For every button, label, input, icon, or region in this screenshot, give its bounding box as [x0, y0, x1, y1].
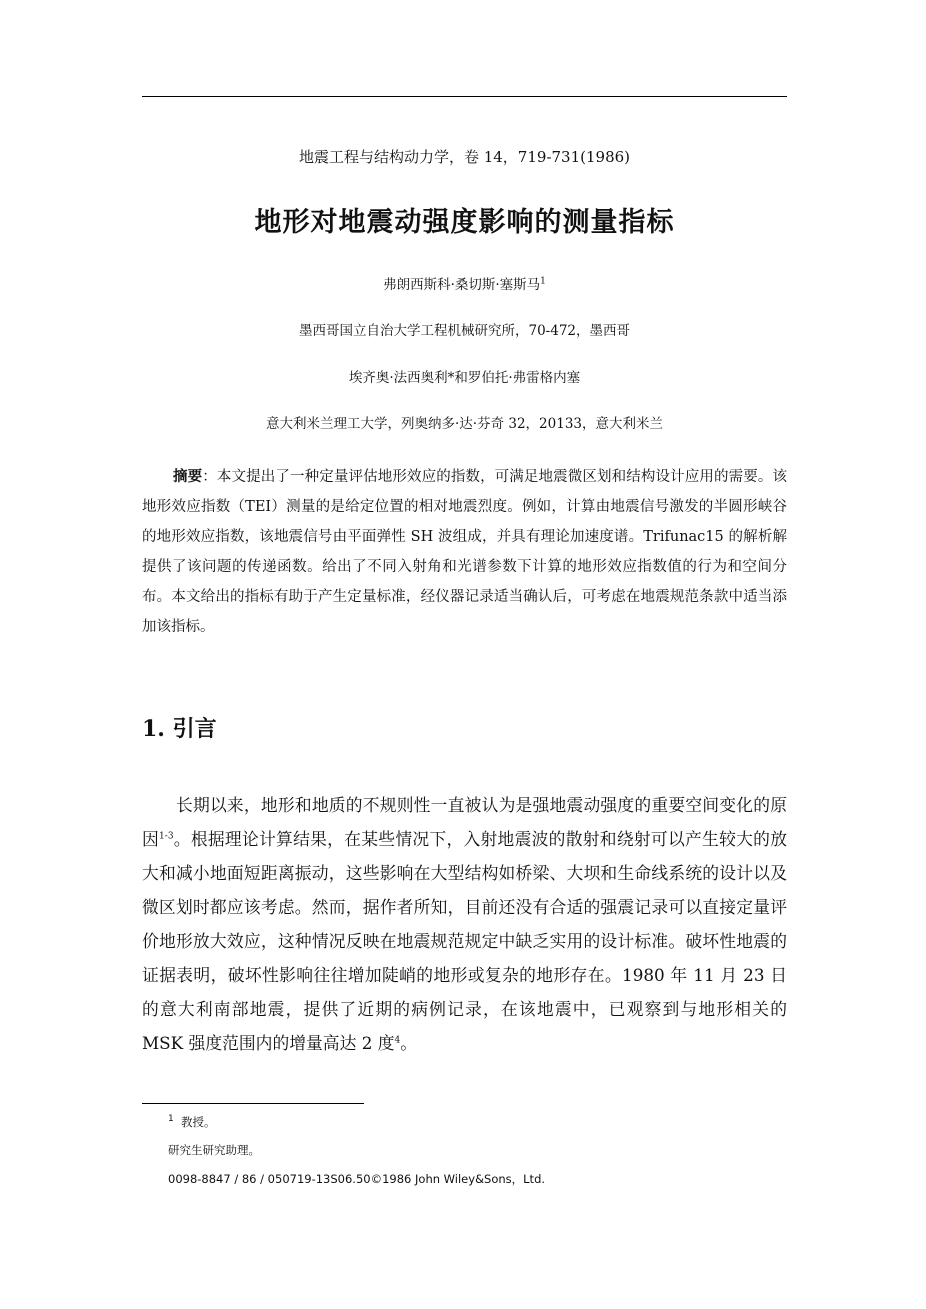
citation-ref-2: 4	[394, 1035, 401, 1046]
copyright-line: 0098-8847 / 86 / 050719-13S06.50©1986 John Wiley&Sons，Ltd.	[168, 1172, 546, 1186]
affiliation-2: 意大利米兰理工大学，列奥纳多·达·芬奇 32，20133，意大利米兰	[266, 416, 663, 432]
paper-title: 地形对地震动强度影响的测量指标	[254, 207, 675, 238]
top-rule	[142, 96, 787, 97]
footnote-1-text: 教授。	[181, 1115, 216, 1129]
section-heading: 1. 引言	[142, 716, 217, 742]
author-1-name: 弗朗西斯科·桑切斯·塞斯马	[383, 277, 541, 293]
author-line-1	[142, 273, 787, 293]
footnote-1-mark: 1	[168, 1114, 174, 1125]
journal-citation: 地震工程与结构动力学，卷 14，719-731(1986)	[298, 148, 631, 166]
footnote-rule	[142, 1103, 364, 1104]
citation-ref-1: 1-3	[159, 831, 174, 842]
footnote-2: 研究生研究助理。	[168, 1143, 260, 1157]
author-line-2: 埃齐奥·法西奥利*和罗伯托·弗雷格内塞	[348, 370, 581, 386]
affiliation-1: 墨西哥国立自治大学工程机械研究所，70-472，墨西哥	[298, 323, 630, 339]
intro-text-part-3: 。	[400, 1033, 418, 1053]
abstract	[142, 462, 787, 642]
abstract-label: 摘要	[173, 468, 203, 485]
abstract-text: ：本文提出了一种定量评估地形效应的指数，可满足地震微区划和结构设计应用的需要。该地形效应指数（TEI）测量的是给定位置的相对地震烈度。例如，计算由地震信号激发的半圆形峡谷的地形效应指数，该地震信号由平面弹性 SH 波组成，并具有理论加速度谱。Trifunac15 的解析解提供了该问题的传递函数。给出了不同入射角和光谱参数下计算的地形效应指数值的行为和空间分布。本文给出的指标有助于产生定量标准，经仪器记录适当确认后，可考虑在地震规范条款中适当添加该指标。	[142, 469, 788, 635]
footnote-1	[168, 1114, 216, 1130]
intro-paragraph	[142, 788, 787, 1060]
intro-text-part-1: 长期以来，地形和地质的不规则性一直被认为是强地震动强度的重要空间变化的原因	[142, 795, 787, 849]
author-1-footnote-mark: 1	[540, 276, 546, 287]
intro-text-part-2: 。根据理论计算结果，在某些情况下，入射地震波的散射和绕射可以产生较大的放大和减小地面短距离振动，这些影响在大型结构如桥梁、大坝和生命线系统的设计以及微区划时都应该考虑。然而，据作者所知，目前还没有合适的强震记录可以直接定量评价地形放大效应，这种情况反映在地震规范规定中缺乏实用的设计标准。破坏性地震的证据表明，破坏性影响往往增加陡峭的地形或复杂的地形存在。1980 年 11 月 23 日的意大利南部地震，提供了近期的病例记录，在该地震中，已观察到与地形相关的 MSK 强度范围内的增量高达 2 度	[142, 829, 787, 1053]
